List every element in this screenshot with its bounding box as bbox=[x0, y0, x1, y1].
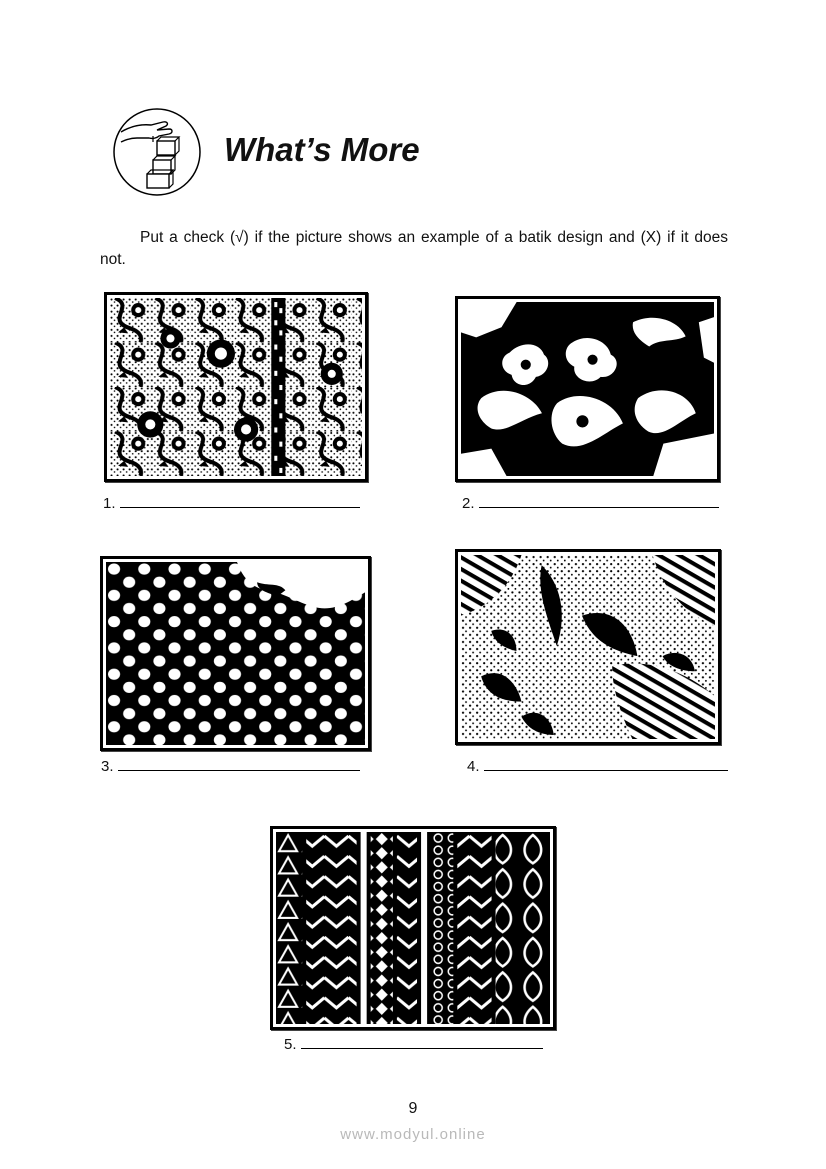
item-number: 2. bbox=[462, 495, 475, 512]
watermark: www.modyul.online bbox=[340, 1126, 486, 1143]
item-number: 5. bbox=[284, 1036, 297, 1053]
picture-3-polka-dots bbox=[100, 556, 371, 751]
hand-stacking-blocks-icon bbox=[113, 108, 201, 196]
answer-line-1[interactable] bbox=[103, 493, 360, 513]
picture-4-leaf-batik bbox=[455, 549, 721, 745]
answer-line-3[interactable] bbox=[101, 756, 360, 776]
item-number: 1. bbox=[103, 495, 116, 512]
instruction-text: Put a check (√) if the picture shows an example of a batik design and (X) if it does not. bbox=[100, 229, 728, 268]
answer-line-2[interactable] bbox=[462, 493, 719, 513]
picture-2-abstract-floral bbox=[455, 296, 720, 482]
picture-5-geometric-textile bbox=[270, 826, 556, 1030]
picture-1-floral-batik bbox=[104, 292, 368, 482]
answer-line-4[interactable] bbox=[467, 756, 728, 776]
answer-line-5[interactable] bbox=[284, 1034, 543, 1054]
item-number: 3. bbox=[101, 758, 114, 775]
item-number: 4. bbox=[467, 758, 480, 775]
page-number: 9 bbox=[408, 1100, 418, 1117]
section-title: What’s More bbox=[224, 131, 420, 168]
